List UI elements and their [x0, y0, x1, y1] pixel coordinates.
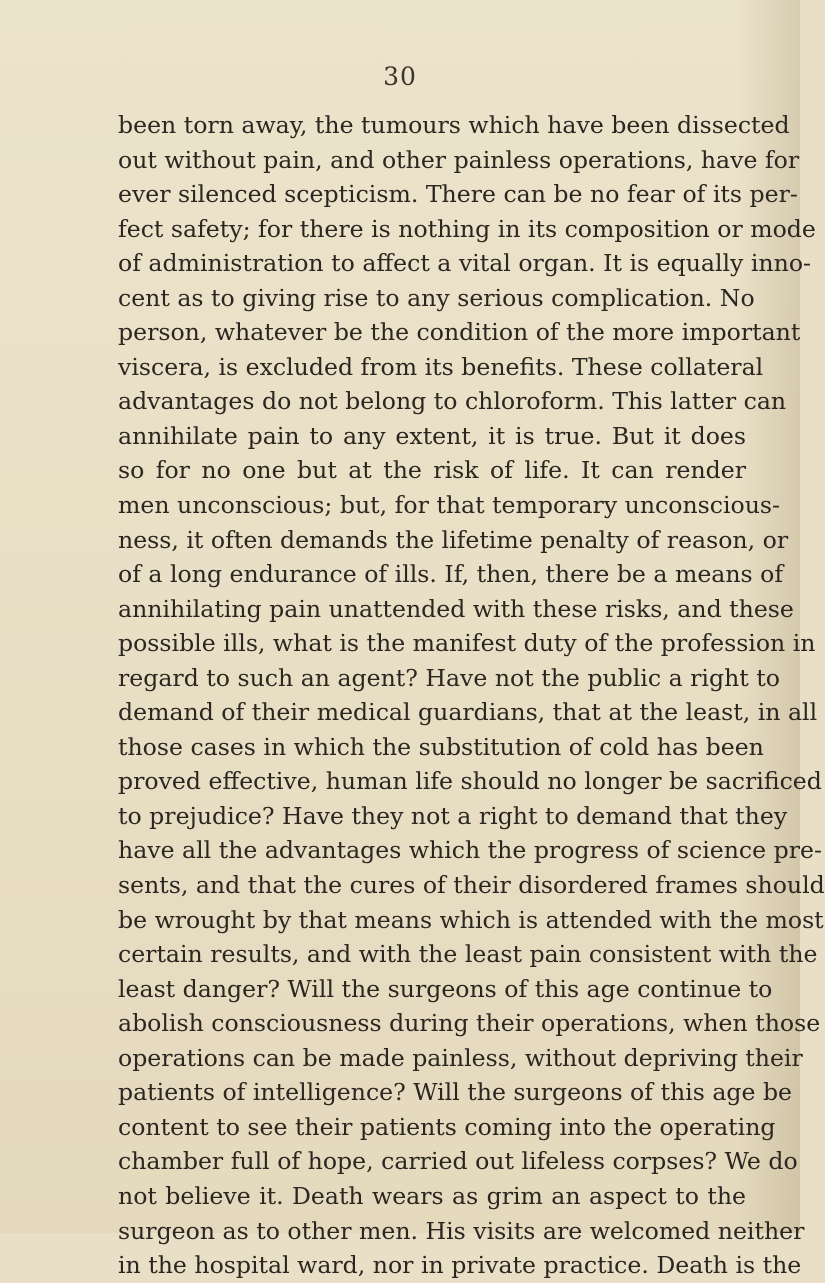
text-line: men unconscious; but, for that temporary unconscious- — [118, 491, 781, 520]
text-line: ness, it often demands the lifetime penalty of reason, or — [118, 525, 789, 554]
text-line: possible ills, what is the manifest duty of the profession in — [118, 629, 816, 658]
text-line: proved effective, human life should no longer be sacrificed — [118, 767, 822, 796]
text-line: surgeon as to other men. His visits are welcomed neither — [118, 1216, 805, 1245]
text-line: cent as to giving rise to any serious complication. No — [118, 283, 755, 312]
text-line: operations can be made painless, without depriving their — [118, 1043, 803, 1072]
text-line: least danger? Will the surgeons of this age continue to — [118, 974, 773, 1003]
text-line: in the hospital ward, nor in private practice. Death is the — [118, 1251, 802, 1280]
page-number: 30 — [383, 62, 417, 91]
text-line: not believe it. Death wears as grim an aspect to the — [118, 1181, 746, 1210]
text-line: regard to such an agent? Have not the public a right to — [118, 663, 780, 692]
text-line: content to see their patients coming into the operating — [118, 1112, 776, 1141]
text-line: of a long endurance of ills. If, then, there be a means of — [118, 560, 784, 589]
text-line: annihilating pain unattended with these risks, and these — [118, 594, 794, 623]
body-text — [118, 108, 825, 1283]
text-line: out without pain, and other painless operations, have for — [118, 145, 800, 174]
text-line: sents, and that the cures of their disordered frames should — [118, 871, 825, 900]
text-line: ever silenced scepticism. There can be no fear of its per- — [118, 180, 798, 209]
text-line: to prejudice? Have they not a right to demand that they — [118, 801, 788, 830]
text-line: be wrought by that means which is attended with the most — [118, 905, 824, 934]
text-line: viscera, is excluded from its benefits. These collateral — [118, 352, 764, 381]
text-line: certain results, and with the least pain consistent with the — [118, 940, 818, 969]
text-line: been torn away, the tumours which have been dissected — [118, 111, 790, 139]
text-line: fect safety; for there is nothing in its composition or mode — [118, 214, 816, 243]
text-line: person, whatever be the condition of the more important — [118, 318, 801, 347]
text-line: of administration to affect a vital organ. It is equally inno- — [118, 249, 811, 278]
text-line: abolish consciousness during their operations, when those — [118, 1009, 821, 1038]
text-line: patients of intelligence? Will the surgeons of this age be — [118, 1078, 793, 1107]
text-line: annihilate pain to any extent, it is true. But it does — [118, 421, 746, 450]
text-line: so for no one but at the risk of life. It can render — [118, 456, 746, 485]
text-line: advantages do not belong to chloroform. This latter can — [118, 387, 787, 416]
text-line: those cases in which the substitution of cold has been — [118, 732, 764, 761]
text-line: chamber full of hope, carried out lifeless corpses? We do — [118, 1147, 798, 1176]
text-line: demand of their medical guardians, that at the least, in all — [118, 698, 818, 727]
text-line: have all the advantages which the progress of science pre- — [118, 836, 822, 865]
